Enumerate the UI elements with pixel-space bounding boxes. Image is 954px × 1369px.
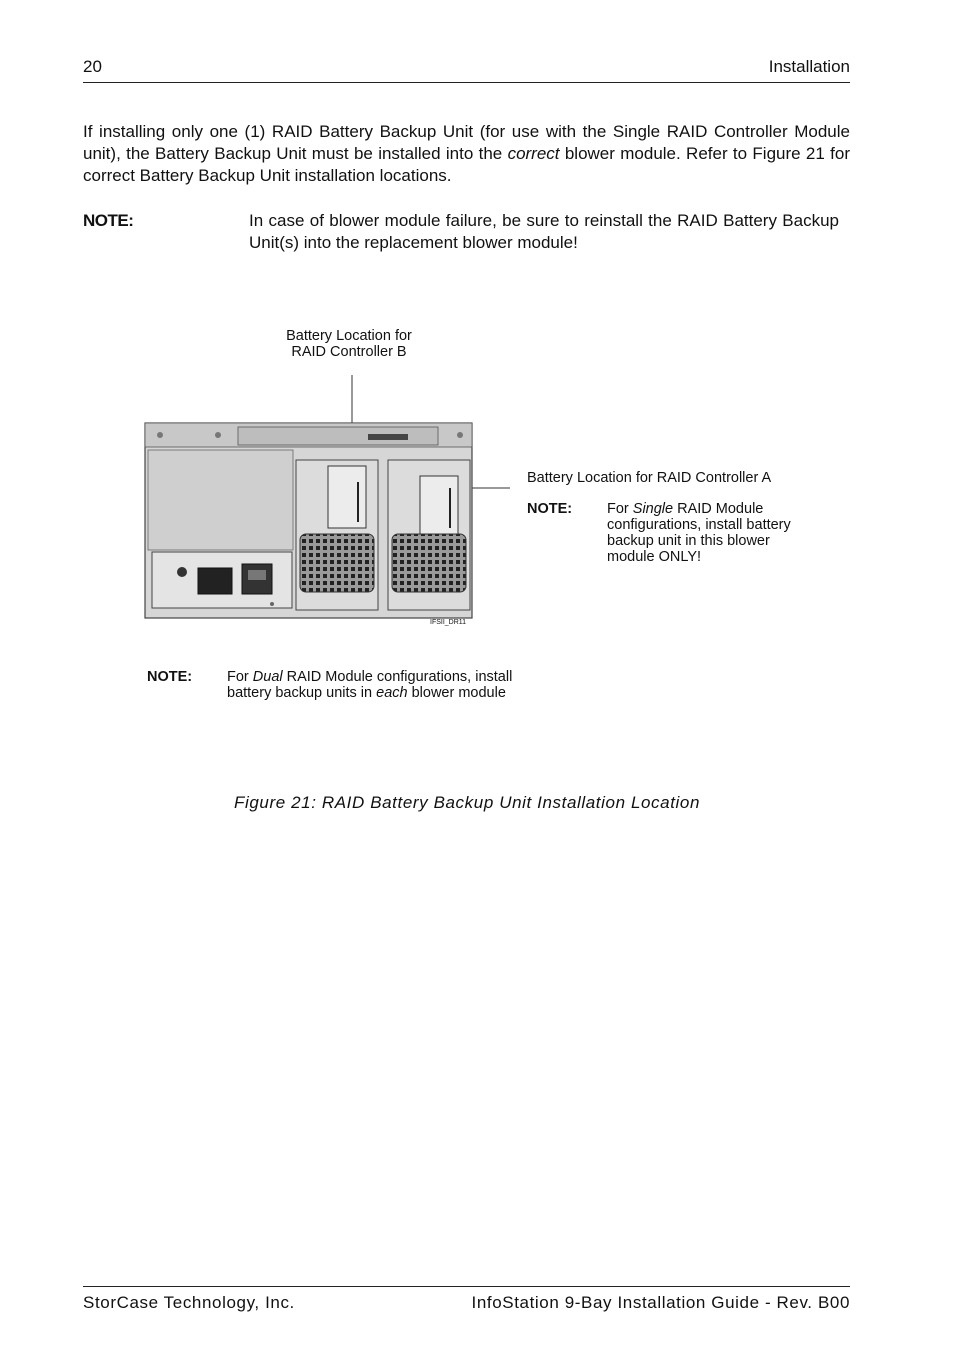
image-id-label: IFSII_DR11	[430, 619, 467, 626]
intro-paragraph	[83, 121, 850, 187]
single-note-pre: For	[607, 501, 633, 517]
battery-slot-b	[328, 466, 366, 528]
intro-text-part2: blower module. Refer to Figure 21 for correct Battery Backup Unit installation locations.	[83, 144, 850, 185]
intro-text-italic: correct	[507, 144, 560, 163]
section-title: Installation	[768, 57, 850, 76]
note-text: In case of blower module failure, be sure to reinstall the RAID Battery Backup Unit(s) into the replacement blower module!	[249, 211, 839, 252]
battery-slot-a	[420, 476, 458, 534]
dual-note-post: blower module	[407, 685, 506, 701]
dual-note-text	[227, 669, 547, 701]
callout-controller-b	[269, 328, 429, 360]
footer-document-title: InfoStation 9-Bay Installation Guide - Rev. B00	[471, 1293, 850, 1312]
page-number: 20	[83, 57, 102, 76]
intro-text-part1: If installing only one (1) RAID Battery Backup Unit (for use with the Single RAID Controller Module unit), the Battery Backup Unit must be installed into the	[83, 122, 850, 163]
dual-note-pre: For	[227, 669, 253, 685]
figure-caption: Figure 21: RAID Battery Backup Unit Installation Location	[233, 793, 701, 812]
callout-controller-a: Battery Location for RAID Controller A	[527, 470, 772, 486]
single-note-label: NOTE:	[527, 501, 573, 517]
screw-icon	[157, 432, 163, 438]
screw-icon	[215, 432, 221, 438]
dual-note-italic2: each	[376, 685, 408, 701]
note-label: NOTE:	[83, 211, 134, 230]
dual-note-mid: RAID Module configurations, install battery backup units in	[227, 669, 513, 701]
rear-panel-illustration	[140, 370, 530, 635]
single-note-post: RAID Module configurations, install battery backup unit in this blower module ONLY!	[607, 501, 791, 565]
screw-icon	[457, 432, 463, 438]
footer-rule	[83, 1286, 850, 1287]
scsi-connector	[368, 434, 408, 440]
power-inlet	[198, 568, 232, 594]
header-rule	[83, 82, 850, 83]
footer-company: StorCase Technology, Inc.	[83, 1293, 295, 1312]
fan-grille-b	[300, 534, 374, 592]
dual-note-italic1: Dual	[252, 669, 283, 685]
callout-b-line1: Battery Location for	[286, 328, 412, 344]
led-icon	[177, 567, 187, 577]
single-note-italic: Single	[632, 501, 674, 517]
dual-note-label: NOTE:	[147, 669, 193, 685]
single-note-text	[607, 501, 797, 565]
fan-grille-a	[392, 534, 466, 592]
callout-b-line2: RAID Controller B	[291, 344, 407, 360]
left-panel	[148, 450, 293, 550]
